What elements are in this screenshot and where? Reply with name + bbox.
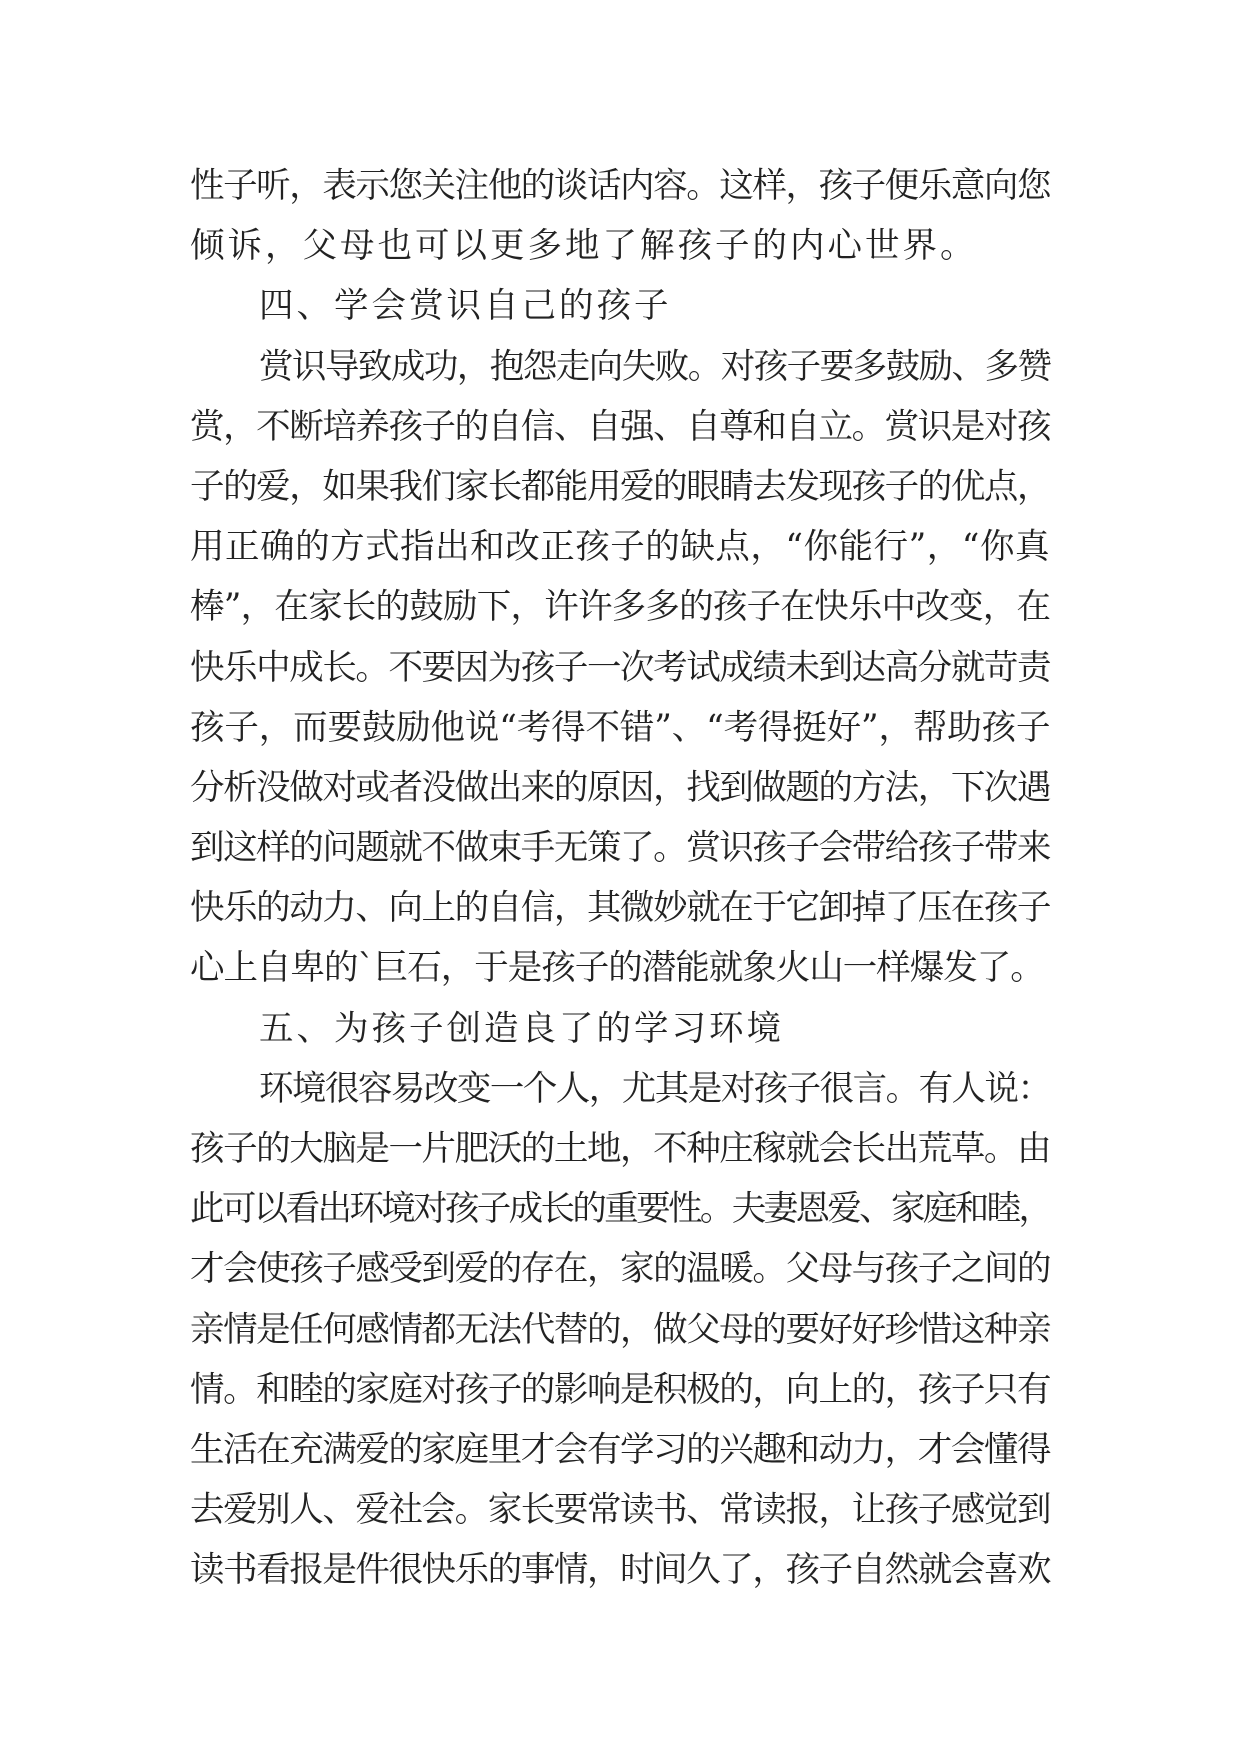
body-text: [190, 156, 1050, 1601]
text-line: 快乐的动力、向上的自信，其微妙就在于它卸掉了压在孩子: [190, 888, 1050, 929]
text-line: 环境很容易改变一个人，尤其是对孩子很言。有人说：: [259, 1068, 1050, 1109]
text-line: 此可以看出环境对孩子成长的重要性。夫妻恩爱、家庭和睦，: [190, 1189, 1050, 1230]
text-line: 分析没做对或者没做出来的原因，找到做题的方法，下次遇: [190, 767, 1050, 808]
text-line: 棒”，在家长的鼓励下，许许多多的孩子在快乐中改变，在: [190, 587, 1050, 628]
text-line: 生活在充满爱的家庭里才会有学习的兴趣和动力，才会懂得: [190, 1429, 1050, 1470]
text-line: 子的爱，如果我们家长都能用爱的眼睛去发现孩子的优点，: [190, 466, 1050, 507]
section-heading: 四、学会赏识自己的孩子: [259, 286, 672, 327]
text-line: 亲情是任何感情都无法代替的，做父母的要好好珍惜这种亲: [190, 1309, 1050, 1350]
text-line: 心上自卑的`巨石，于是孩子的潜能就象火山一样爆发了。: [190, 948, 1044, 989]
text-line: 才会使孩子感受到爱的存在，家的温暖。父母与孩子之间的: [190, 1249, 1050, 1290]
section-heading: 五、为孩子创造良了的学习环境: [259, 1008, 784, 1049]
text-line: 读书看报是件很快乐的事情，时间久了，孩子自然就会喜欢: [190, 1550, 1050, 1591]
text-line: 快乐中成长。不要因为孩子一次考试成绩未到达高分就苛责: [190, 647, 1050, 688]
text-line: 用正确的方式指出和改正孩子的缺点，“你能行”，“你真: [190, 527, 1050, 568]
text-line: 赏识导致成功，抱怨走向失败。对孩子要多鼓励、多赞: [259, 346, 1050, 387]
text-line: 去爱别人、爱社会。家长要常读书、常读报，让孩子感觉到: [190, 1490, 1050, 1531]
text-line: 赏，不断培养孩子的自信、自强、自尊和自立。赏识是对孩: [190, 406, 1050, 447]
text-line: 情。和睦的家庭对孩子的影响是积极的，向上的，孩子只有: [190, 1369, 1050, 1410]
text-line: 到这样的问题就不做束手无策了。赏识孩子会带给孩子带来: [190, 828, 1050, 869]
text-line: 孩子，而要鼓励他说“考得不错”、“考得挺好”，帮助孩子: [190, 707, 1050, 748]
text-line: 孩子的大脑是一片肥沃的土地，不种庄稼就会长出荒草。由: [190, 1129, 1050, 1169]
text-line: 性子听，表示您关注他的谈话内容。这样，孩子便乐意向您: [190, 166, 1050, 206]
text-line: 倾诉，父母也可以更多地了解孩子的内心世界。: [190, 226, 978, 267]
